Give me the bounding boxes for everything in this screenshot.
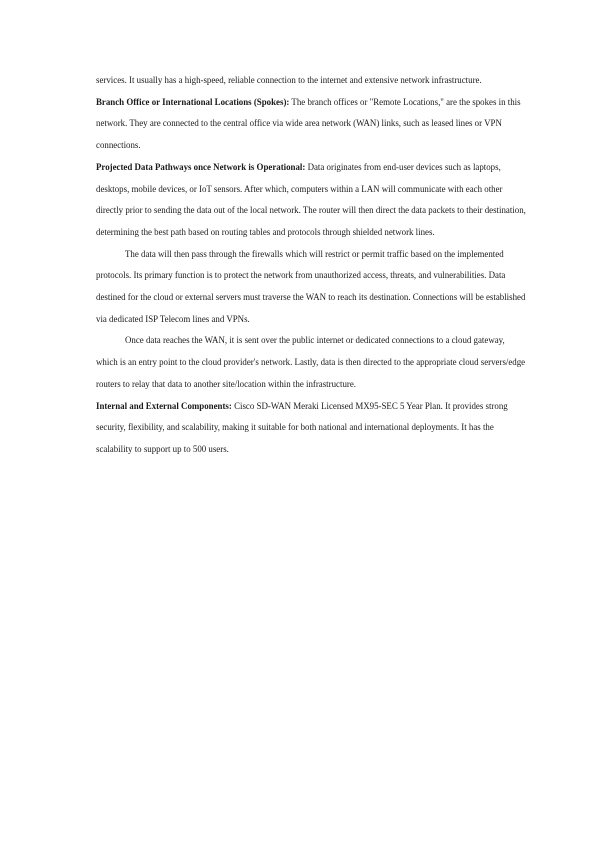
paragraph-text: The data will then pass through the firewalls which will restrict or permit traffic based on the implemented protocols. Its primary function is to protect the network from unauthorized access, threats, and vulnerabilities. Data destined for the cloud or external servers must traverse the WAN to reach its destination. Connections will be established via dedicated ISP Telecom lines and VPNs. <box>96 248 526 324</box>
paragraph-firewalls <box>96 244 526 331</box>
section-heading-branch-office: Branch Office or International Locations (Spokes): <box>96 96 290 107</box>
paragraph-services <box>96 70 526 92</box>
paragraph-components <box>96 396 526 461</box>
paragraph-wan <box>96 330 526 395</box>
paragraph-text: The branch offices or "Remote Locations," are the spokes in this network. They are connected to the central office via wide area network (WAN) links, such as leased lines or VPN connections. <box>96 96 521 151</box>
paragraph-data-pathways <box>96 157 526 244</box>
document-body <box>96 70 526 461</box>
paragraph-text: Data originates from end-user devices such as laptops, desktops, mobile devices, or IoT sensors. After which, computers within a LAN will communicate with each other directly prior to sending the data out of the local network. The router will then direct the data packets to their destination, determining the best path based on routing tables and protocols through shielded network lines. <box>96 161 526 237</box>
paragraph-text: Cisco SD-WAN Meraki Licensed MX95-SEC 5 Year Plan. It provides strong security, flexibility, and scalability, making it suitable for both national and international deployments. It has the scalability to support up to 500 users. <box>96 400 508 454</box>
paragraph-text: Once data reaches the WAN, it is sent over the public internet or dedicated connections to a cloud gateway, which is an entry point to the cloud provider's network. Lastly, data is then directed to the appropriate cloud servers/edge routers to relay that data to another site/location within the infrastructure. <box>96 335 526 389</box>
paragraph-text: services. It usually has a high-speed, reliable connection to the internet and extensive network infrastructure. <box>96 75 482 85</box>
section-heading-components: Internal and External Components: <box>96 400 232 411</box>
section-heading-data-pathways: Projected Data Pathways once Network is Operational: <box>96 161 306 172</box>
paragraph-branch-office <box>96 92 526 157</box>
